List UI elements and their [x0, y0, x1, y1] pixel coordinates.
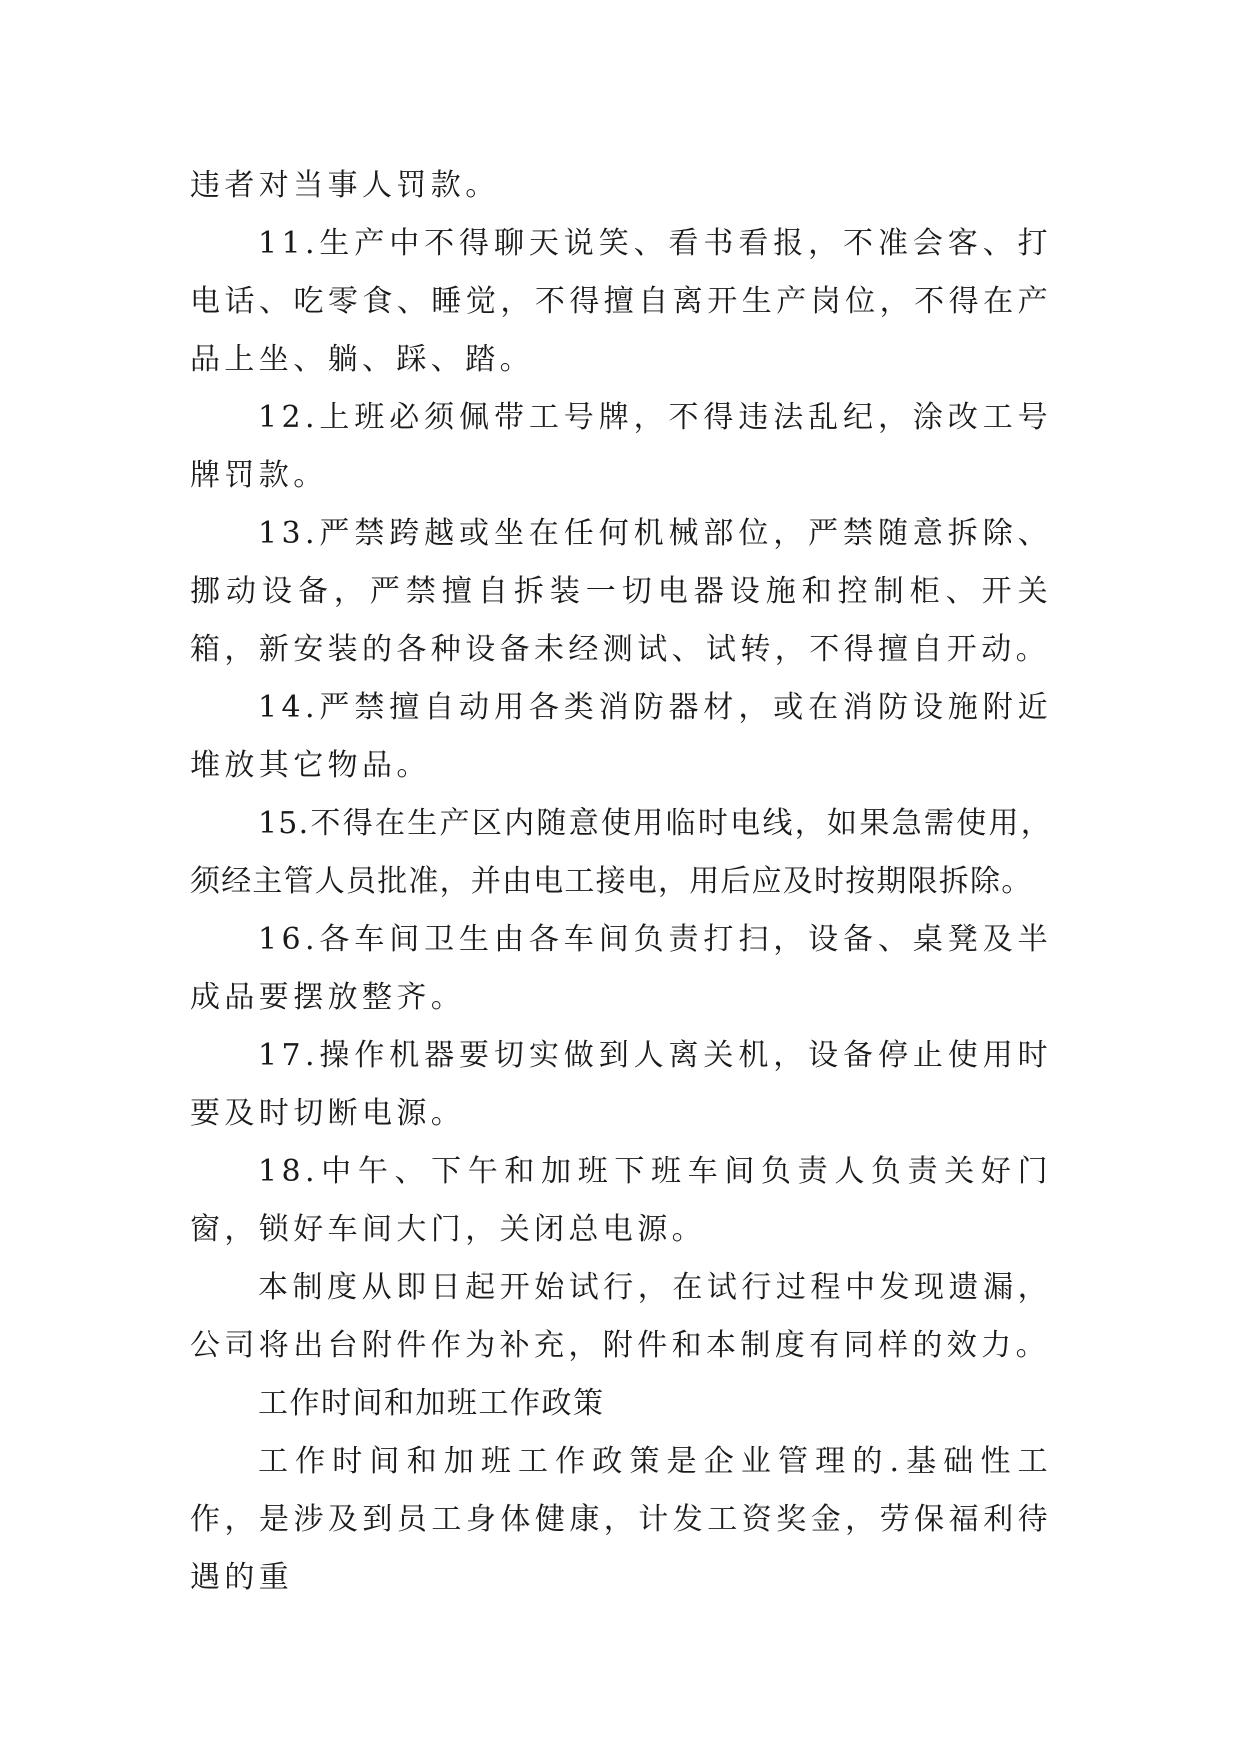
rule-item-18: 18.中午、下午和加班下班车间负责人负责关好门窗，锁好车间大门，关闭总电源。 — [190, 1154, 1052, 1247]
rule-item-12: 12.上班必须佩带工号牌，不得违法乱纪，涂改工号牌罚款。 — [190, 400, 1052, 493]
rule-item-17: 17.操作机器要切实做到人离关机，设备停止使用时要及时切断电源。 — [190, 1038, 1052, 1131]
rule-item-13: 13.严禁跨越或坐在任何机械部位，严禁随意拆除、挪动设备，严禁擅自拆装一切电器设施和控制柜、开关箱，新安装的各种设备未经测试、试转，不得擅自开动。 — [190, 516, 1052, 667]
section-intro: 工作时间和加班工作政策是企业管理的.基础性工作，是涉及到员工身体健康，计发工资奖金，劳保福利待遇的重 — [190, 1444, 1052, 1595]
document-body — [190, 157, 1052, 1607]
rule-item-15: 15.不得在生产区内随意使用临时电线，如果急需使用，须经主管人员批准，并由电工接电，用后应及时按期限拆除。 — [190, 806, 1052, 899]
paragraph-continuation: 违者对当事人罚款。 — [190, 168, 500, 203]
rule-item-14: 14.严禁擅自动用各类消防器材，或在消防设施附近堆放其它物品。 — [190, 690, 1052, 783]
closing-statement: 本制度从即日起开始试行，在试行过程中发现遗漏，公司将出台附件作为补充，附件和本制度有同样的效力。 — [190, 1270, 1052, 1363]
rule-item-16: 16.各车间卫生由各车间负责打扫，设备、桌凳及半成品要摆放整齐。 — [190, 922, 1052, 1015]
section-heading: 工作时间和加班工作政策 — [258, 1386, 605, 1421]
rule-item-11: 11.生产中不得聊天说笑、看书看报，不准会客、打电话、吃零食、睡觉，不得擅自离开生产岗位，不得在产品上坐、躺、踩、踏。 — [190, 226, 1052, 377]
